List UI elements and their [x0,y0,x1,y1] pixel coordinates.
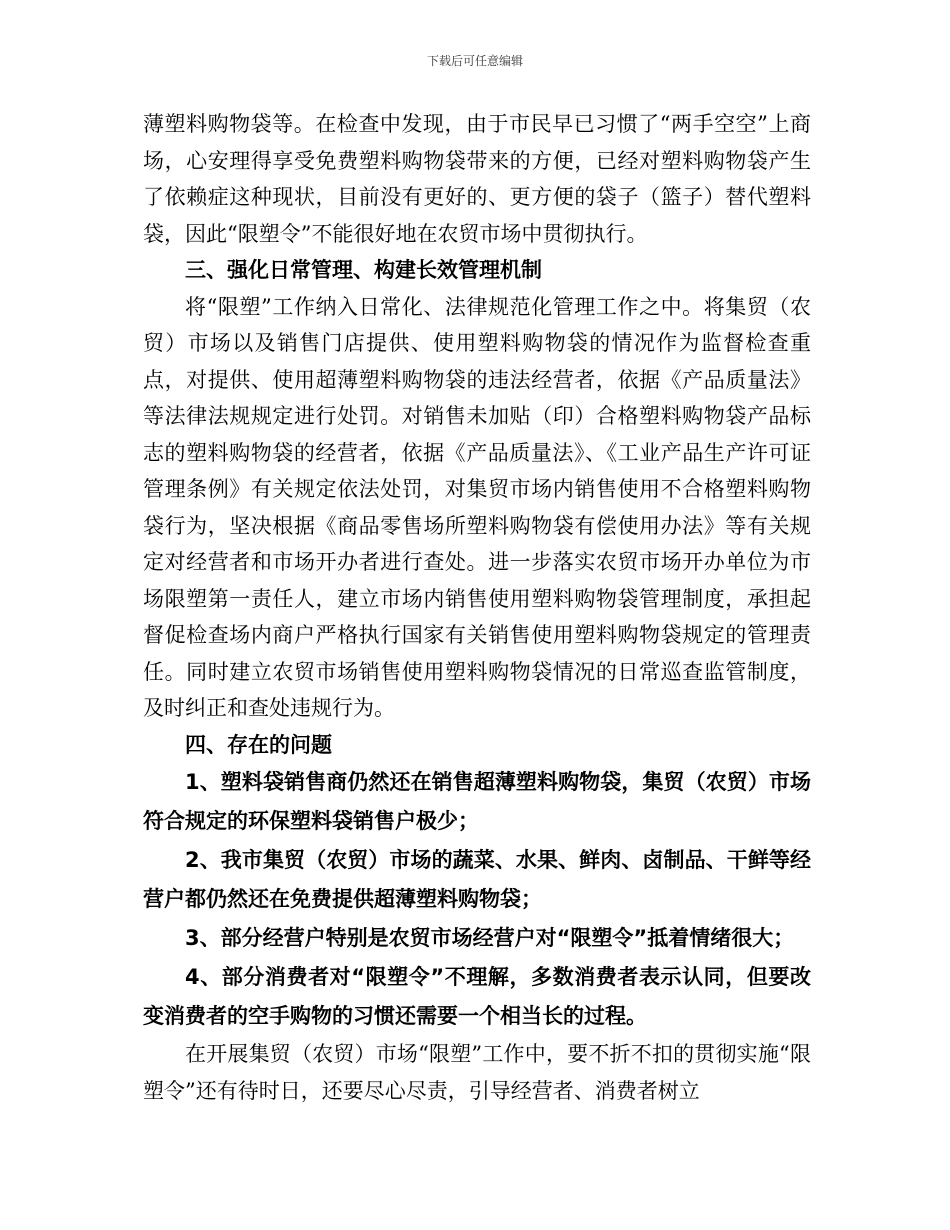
issue-item-2: 2、我市集贸（农贸）市场的蔬菜、水果、鲜肉、卤制品、干鲜等经营户都仍然还在免费提供超薄塑料购物袋； [143,848,811,911]
issue-item-1: 1、塑料袋销售商仍然还在销售超薄塑料购物袋，集贸（农贸）市场符合规定的环保塑料袋销售户极少； [143,770,811,833]
document-body [143,106,811,1109]
issue-item-3: 3、部分经营户特别是农贸市场经营户对“限塑令”抵着情绪很大； [185,926,795,950]
paragraph-continued: 薄塑料购物袋等。在检查中发现，由于市民早已习惯了“两手空空”上商场，心安理得享受免费塑料购物袋带来的方便，已经对塑料购物袋产生了依赖症这种现状，目前没有更好的、更方便的袋子（篮子）替代塑料袋，因此“限塑令”不能很好地在农贸市场中贯彻执行。 [143,112,811,246]
section-heading-3: 三、强化日常管理、构建长效管理机制 [185,258,542,282]
page-header: 下载后可任意编辑 [426,54,523,68]
section-heading-4: 四、存在的问题 [185,732,332,757]
paragraph-management: 将“限塑”工作纳入日常化、法律规范化管理工作之中。将集贸（农贸）市场以及销售门店提供、使用塑料购物袋的情况作为监督检查重点，对提供、使用超薄塑料购物袋的违法经营者，依据《产品质量法》等法律法规规定进行处罚。对销售未加贴（印）合格塑料购物袋产品标志的塑料购物袋的经营者，依据《产品质量法》、《工业产品生产许可证管理条例》有关规定依法处罚，对集贸市场内销售使用不合格塑料购物袋行为，坚决根据《商品零售场所塑料购物袋有偿使用办法》等有关规定对经营者和市场开办者进行查处。进一步落实农贸市场开办单位为市场限塑第一责任人，建立市场内销售使用塑料购物袋管理制度，承担起督促检查场内商户严格执行国家有关销售使用塑料购物袋规定的管理责任。同时建立农贸市场销售使用塑料购物袋情况的日常巡查监管制度，及时纠正和查处违规行为。 [143,294,811,720]
paragraph-conclusion: 在开展集贸（农贸）市场“限塑”工作中，要不折不扣的贯彻实施“限塑令”还有待时日，还要尽心尽责，引导经营者、消费者树立 [143,1042,811,1103]
issue-item-4: 4、部分消费者对“限塑令”不理解，多数消费者表示认同，但要改变消费者的空手购物的习惯还需要一个相当长的过程。 [143,965,811,1028]
